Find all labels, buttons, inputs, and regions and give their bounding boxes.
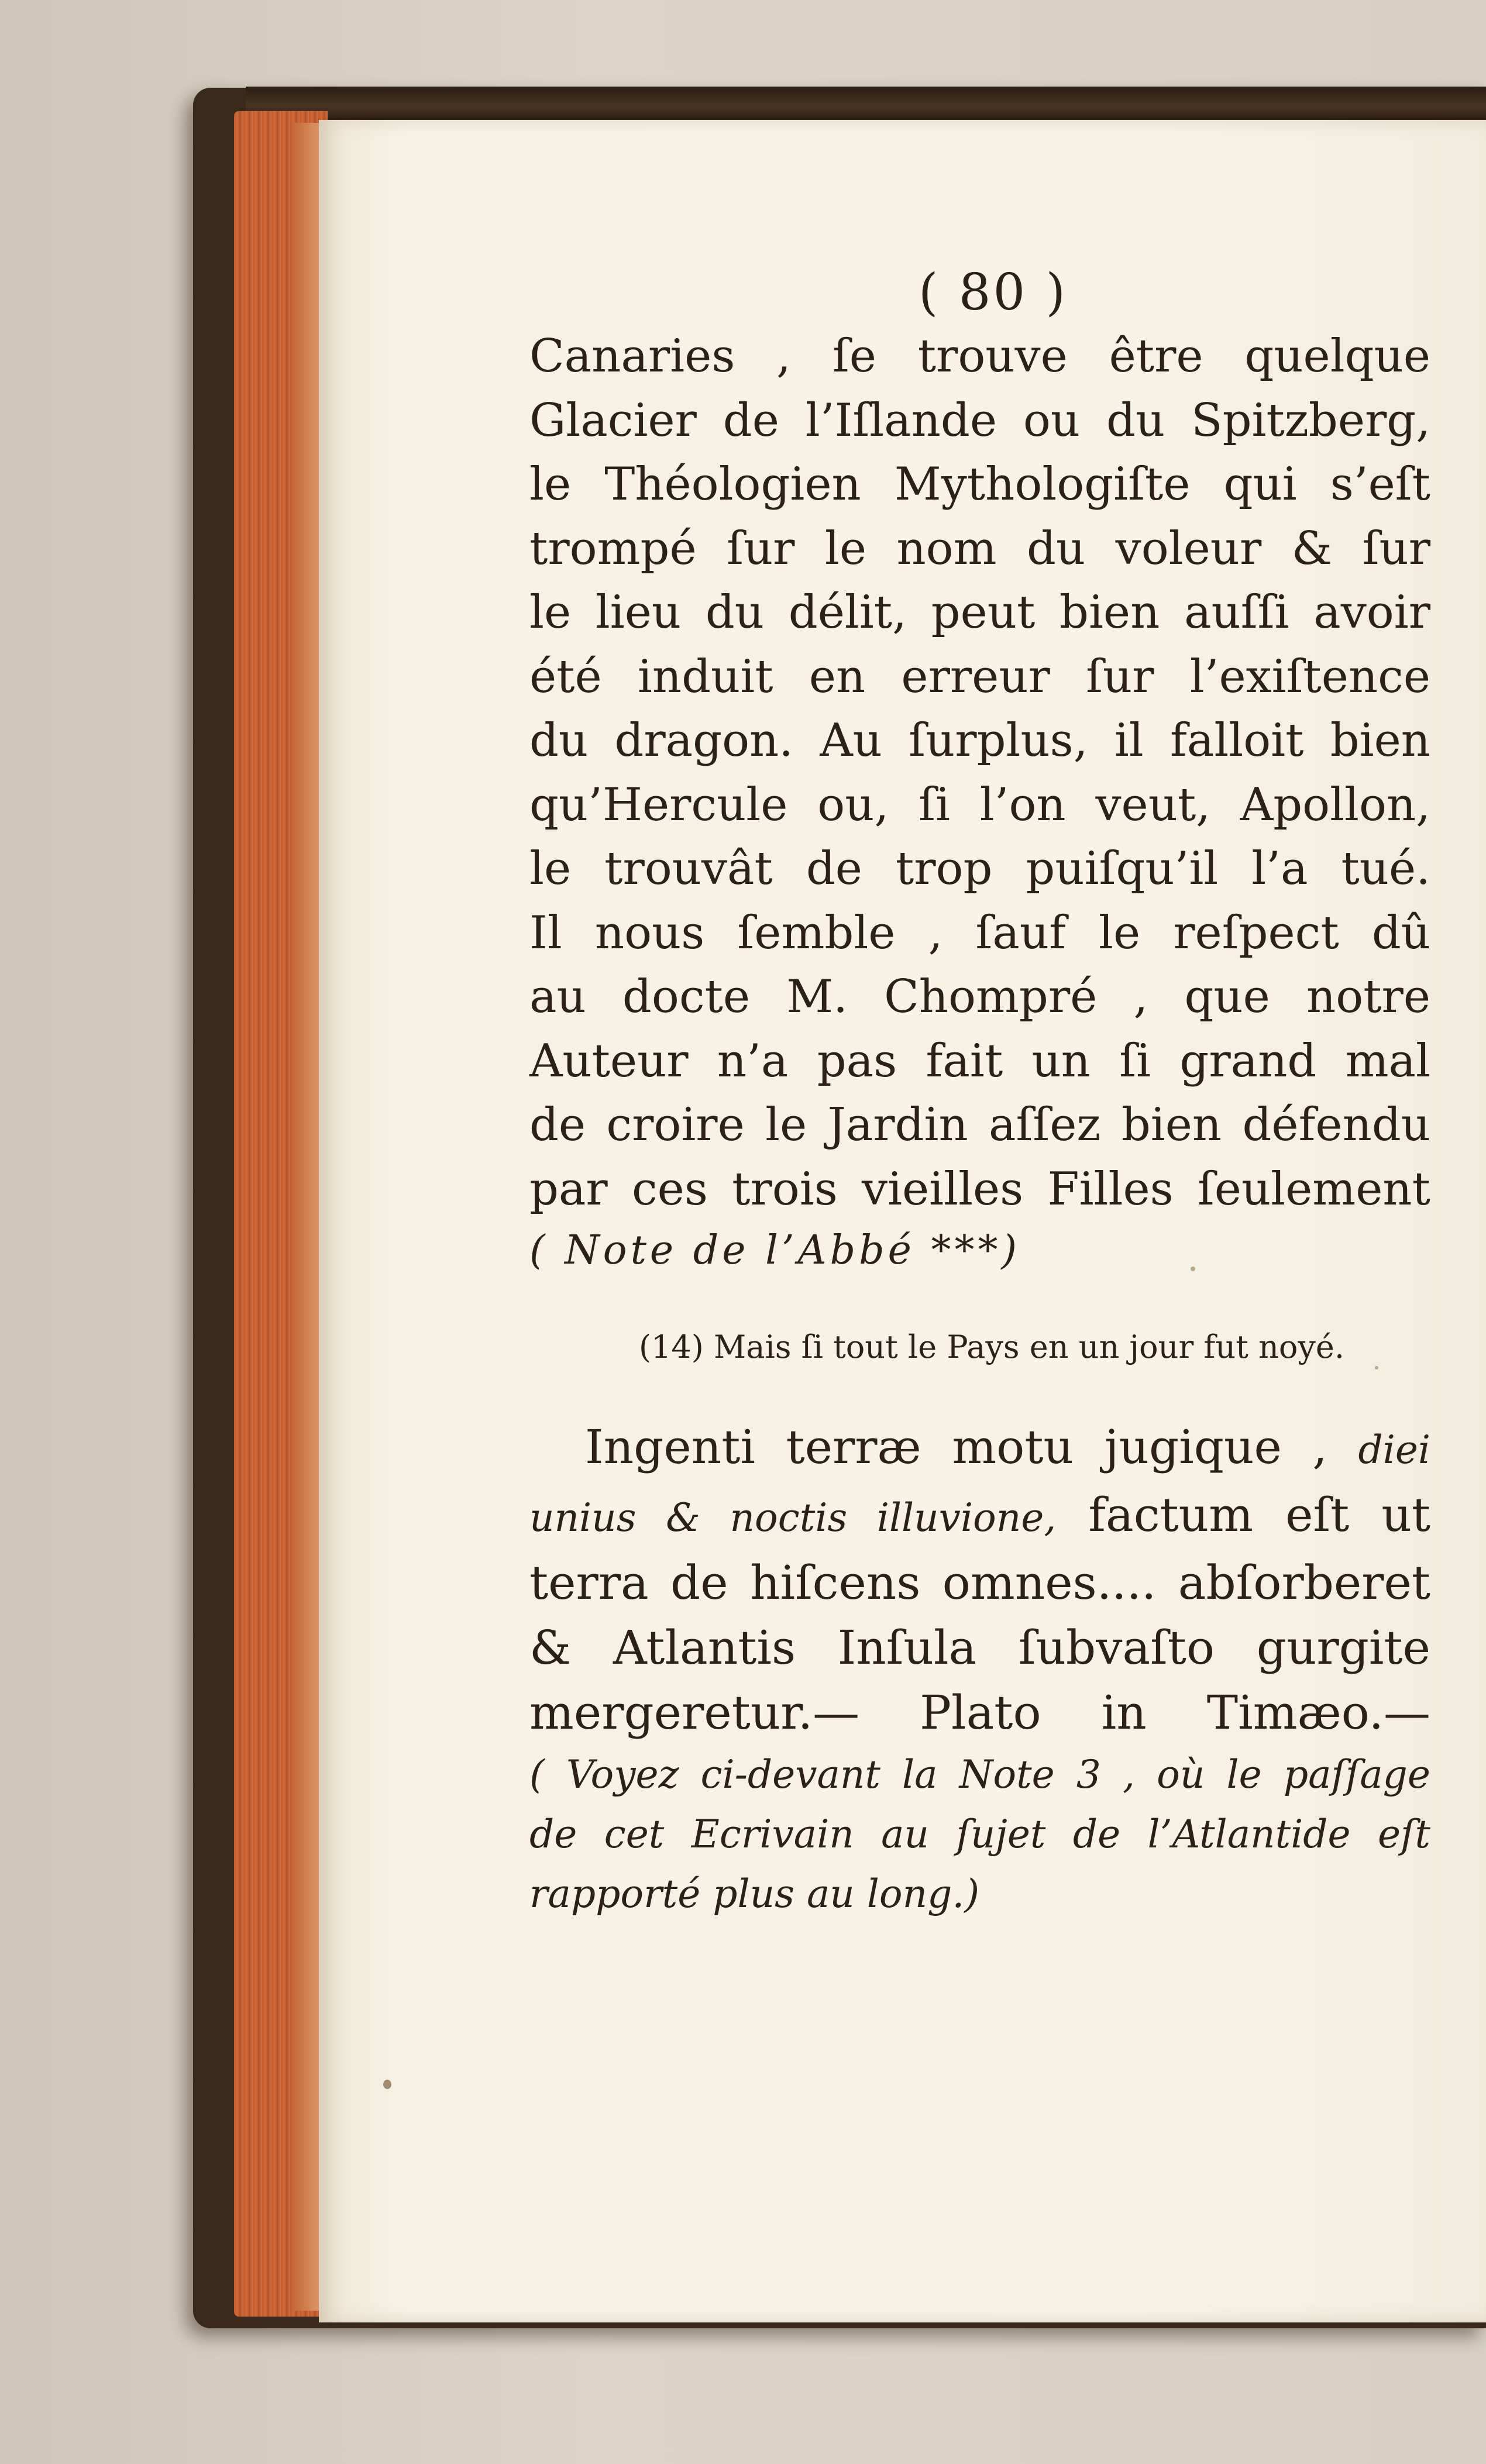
latin-italic: unius & noctis illuvione,	[529, 1495, 1057, 1540]
text-line: qu’Hercule ou, ſi l’on veut, Apollon,	[529, 778, 1430, 831]
voyez-line: rapporté plus au long.)	[529, 1871, 980, 1916]
latin-line	[529, 1482, 1430, 1550]
latin-line	[529, 1415, 1430, 1482]
latin-line: terra de hiſcens omnes.... abſorberet	[529, 1556, 1430, 1610]
text-line: le Théologien Mythologiſte qui s’eſt	[529, 458, 1430, 511]
text-line: au docte M. Chompré , que notre	[529, 971, 1430, 1023]
text-line: le trouvât de trop puiſqu’il l’a tué.	[529, 842, 1430, 895]
page-number: ( 80 )	[918, 263, 1068, 322]
voyez-note	[529, 1745, 1430, 1924]
text-line: par ces trois vieilles Filles ſeulement	[529, 1162, 1430, 1216]
text-line: le lieu du délit, peut bien auſſi avoir	[529, 586, 1430, 639]
latin-line: & Atlantis Inſula ſubvaſto gurgite	[529, 1620, 1430, 1675]
text-line: Auteur n’a pas fait un ſi grand mal	[529, 1034, 1430, 1088]
book-cover-top-edge	[246, 87, 1486, 119]
text-line: Glacier de l’Iſlande ou du Spitzberg,	[529, 394, 1430, 447]
text-line: du dragon. Au ſurplus, il falloit bien	[529, 714, 1430, 767]
text-line: trompé ſur le nom du voleur & ſur	[529, 522, 1430, 575]
text-line: Canaries , ſe trouve être quelque	[529, 330, 1430, 383]
latin-text: Ingenti terræ motu jugique ,	[585, 1420, 1327, 1474]
latin-text: factum eſt ut	[1088, 1488, 1430, 1542]
paper-speck	[383, 2080, 391, 2089]
footnote-heading: (14) Mais ſi tout le Pays en un jour fut noyé.	[639, 1329, 1344, 1365]
voyez-line: ( Voyez ci-devant la Note 3 , où le paſſage	[529, 1752, 1430, 1797]
text-line: Il nous ſemble , ſauf le reſpect dû	[529, 906, 1430, 959]
latin-quote	[529, 1415, 1430, 1745]
page-text	[529, 260, 1430, 1924]
text-line: de croire le Jardin aſſez bien défendu	[529, 1099, 1430, 1151]
main-paragraph	[529, 325, 1430, 1280]
note-attribution: ( Note de l’Abbé ***)	[529, 1227, 1021, 1274]
latin-italic: diei	[1358, 1427, 1430, 1472]
voyez-line: de cet Ecrivain au ſujet de l’Atlantide eſt	[529, 1812, 1430, 1857]
latin-line: mergeretur.— Plato in Timæo.—	[529, 1685, 1430, 1740]
text-line: été induit en erreur ſur l’exiſtence	[529, 650, 1430, 703]
